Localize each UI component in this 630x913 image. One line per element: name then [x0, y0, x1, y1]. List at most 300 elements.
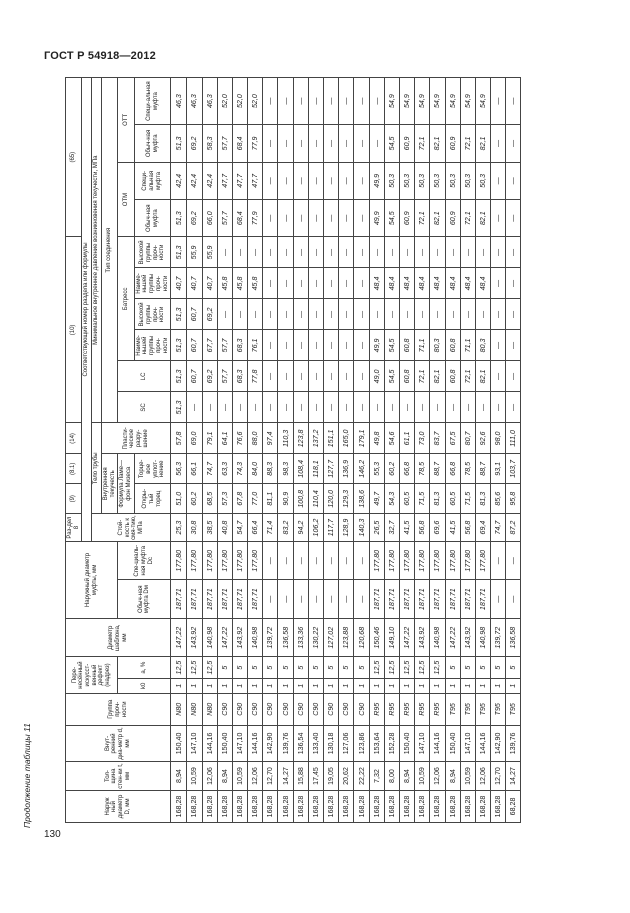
table-row: [491, 78, 506, 823]
table-cell: 80,3: [430, 330, 445, 361]
table-cell: 5: [217, 657, 232, 678]
table-cell: —: [187, 392, 202, 423]
col-connection-type: Тип соединения: [101, 78, 117, 423]
col-otm-normal: Обыч-ная муфта: [134, 200, 171, 237]
table-cell: 68,3: [232, 330, 247, 361]
table-cell: —: [278, 580, 293, 618]
table-cell: —: [399, 237, 414, 268]
table-cell: 187,71: [171, 580, 187, 618]
table-cell: 147,22: [217, 618, 232, 656]
table-cell: 1: [217, 678, 232, 693]
table-cell: 45,8: [232, 268, 247, 299]
table-cell: 49,0: [369, 361, 384, 392]
table-cell: 84,0: [248, 454, 263, 484]
table-cell: 177,80: [445, 541, 460, 579]
table-cell: —: [232, 392, 247, 423]
table-cell: 95,8: [506, 484, 521, 514]
table-cell: 87,2: [506, 514, 521, 542]
table-cell: 66,1: [187, 454, 202, 484]
col-k: k0: [118, 678, 171, 693]
table-cell: —: [460, 392, 475, 423]
table-cell: —: [324, 361, 339, 392]
table-cell: 123,8: [293, 423, 308, 454]
table-cell: 60,9: [399, 200, 414, 237]
table-cell: —: [324, 200, 339, 237]
col-otm: ОТМ: [118, 162, 134, 237]
col-sc: SC: [118, 392, 171, 423]
table-cell: 1: [339, 678, 354, 693]
table-cell: 168,28: [415, 790, 430, 822]
table-cell: 71,4: [263, 514, 278, 542]
table-cell: —: [293, 268, 308, 299]
table-cell: 120,68: [354, 618, 369, 656]
table-cell: 144,16: [430, 725, 445, 761]
table-cell: —: [324, 580, 339, 618]
table-cell: —: [506, 299, 521, 330]
table-cell: 60,8: [399, 330, 414, 361]
table-cell: —: [506, 392, 521, 423]
table-cell: 72,1: [415, 361, 430, 392]
table-cell: 151,1: [324, 423, 339, 454]
table-cell: 144,16: [202, 725, 217, 761]
table-cell: N80: [187, 693, 202, 725]
table-cell: 85,6: [491, 484, 506, 514]
table-cell: 142,90: [263, 725, 278, 761]
table-cell: 81,1: [263, 484, 278, 514]
col-a: a, %: [118, 657, 171, 678]
table-cell: —: [475, 299, 490, 330]
table-cell: —: [308, 78, 323, 125]
table-cell: C90: [278, 693, 293, 725]
col-buttress: Батресс: [118, 237, 134, 361]
table-cell: 5: [354, 657, 369, 678]
table-cell: —: [324, 330, 339, 361]
table-cell: 50,3: [460, 162, 475, 199]
table-cell: 1: [506, 678, 521, 693]
table-cell: 150,40: [171, 725, 187, 761]
table-cell: 56,8: [460, 514, 475, 542]
col-drift-diameter: Диаметр шаблона, мм: [66, 618, 171, 656]
table-cell: —: [263, 237, 278, 268]
table-cell: 41,5: [445, 514, 460, 542]
table-cell: 54,9: [384, 78, 399, 125]
table-cell: 83,2: [278, 514, 293, 542]
table-cell: 140,98: [202, 618, 217, 656]
table-cell: 139,76: [506, 725, 521, 761]
table-cell: 46,3: [202, 78, 217, 125]
table-cell: 67,7: [202, 330, 217, 361]
table-cell: —: [339, 299, 354, 330]
col-special-coupling: Спе-циаль-ная муфта Dс: [118, 541, 171, 579]
table-cell: 12,5: [384, 657, 399, 678]
table-cell: —: [293, 330, 308, 361]
table-cell: 46,3: [171, 78, 187, 125]
table-cell: 165,0: [339, 423, 354, 454]
table-cell: —: [491, 78, 506, 125]
table-cell: —: [506, 200, 521, 237]
table-cell: 168,28: [293, 790, 308, 822]
table-cell: 1: [187, 678, 202, 693]
table-cell: —: [263, 580, 278, 618]
table-cell: 12,70: [491, 762, 506, 791]
rotated-table-container: [65, 77, 597, 823]
table-cell: 177,80: [475, 541, 490, 579]
table-cell: 51,3: [171, 392, 187, 423]
page-header: ГОСТ Р 54918—2012: [44, 50, 156, 62]
table-cell: —: [339, 330, 354, 361]
table-cell: —: [278, 125, 293, 162]
table-cell: 177,80: [430, 541, 445, 579]
table-cell: 168,28: [171, 790, 187, 822]
table-cell: 54,9: [399, 78, 414, 125]
col-ott-normal: Обыч-ная муфта: [134, 125, 171, 162]
table-cell: —: [369, 125, 384, 162]
col-wall-thickness: Тол-щина стен-ки t, мм: [66, 762, 171, 791]
table-cell: 10,59: [460, 762, 475, 791]
table-cell: 8,94: [399, 762, 414, 791]
table-cell: 72,1: [460, 361, 475, 392]
table-row: [217, 78, 232, 823]
table-cell: 1: [399, 678, 414, 693]
table-cell: 57,8: [171, 423, 187, 454]
table-cell: 48,4: [384, 268, 399, 299]
table-cell: 136,9: [339, 454, 354, 484]
table-cell: 82,1: [475, 125, 490, 162]
table-cell: —: [308, 299, 323, 330]
table-cell: 51,3: [171, 237, 187, 268]
table-cell: —: [263, 268, 278, 299]
table-cell: 8,94: [445, 762, 460, 791]
table-cell: 1: [202, 678, 217, 693]
table-cell: 72,1: [460, 125, 475, 162]
table-cell: —: [324, 299, 339, 330]
table-cell: —: [491, 162, 506, 199]
table-cell: C90: [217, 693, 232, 725]
table-cell: 47,7: [248, 162, 263, 199]
col-coupling-od: Наружный диаметр муфты, мм: [66, 541, 118, 618]
table-cell: 51,3: [171, 125, 187, 162]
table-cell: 54,9: [460, 78, 475, 125]
table-cell: —: [506, 268, 521, 299]
table-cell: 1: [369, 678, 384, 693]
table-cell: 54,5: [384, 330, 399, 361]
table-cell: 82,1: [475, 361, 490, 392]
table-cell: —: [384, 299, 399, 330]
table-cell: —: [263, 125, 278, 162]
col-open-end: Откры-тый торец: [134, 484, 171, 514]
table-cell: 51,3: [171, 299, 187, 330]
table-cell: 56,3: [171, 454, 187, 484]
table-cell: 68,28: [506, 790, 521, 822]
table-cell: —: [339, 580, 354, 618]
table-cell: 54,3: [384, 484, 399, 514]
table-cell: —: [308, 125, 323, 162]
table-cell: 60,8: [445, 361, 460, 392]
table-cell: 56,8: [415, 514, 430, 542]
table-cell: 177,80: [232, 541, 247, 579]
table-cell: 127,02: [324, 618, 339, 656]
table-cell: R95: [384, 693, 399, 725]
table-cell: —: [308, 330, 323, 361]
table-cell: 5: [339, 657, 354, 678]
table-cell: —: [308, 392, 323, 423]
table-cell: 51,0: [171, 484, 187, 514]
table-cell: 137,2: [308, 423, 323, 454]
table-cell: 71,1: [415, 330, 430, 361]
table-cell: 140,98: [430, 618, 445, 656]
table-cell: 79,1: [202, 423, 217, 454]
table-cell: 108,4: [293, 454, 308, 484]
ref-9: (9): [66, 484, 82, 514]
table-cell: —: [324, 392, 339, 423]
table-cell: 187,71: [369, 580, 384, 618]
col-strength-group: Группа проч-ности: [66, 693, 171, 725]
table-cell: 50,3: [384, 162, 399, 199]
table-cell: 5: [491, 657, 506, 678]
table-cell: 40,7: [202, 268, 217, 299]
table-row: [171, 78, 187, 823]
table-cell: —: [506, 237, 521, 268]
table-cell: 1: [445, 678, 460, 693]
table-cell: C90: [263, 693, 278, 725]
table-cell: 17,45: [308, 762, 323, 791]
col-min-pressure: Минимальное внутреннее давление возникновения текучести, МПа: [92, 78, 102, 423]
table-cell: 51,3: [171, 330, 187, 361]
table-cell: —: [491, 392, 506, 423]
table-cell: T95: [460, 693, 475, 725]
table-cell: 140,98: [248, 618, 263, 656]
table-cell: 146,2: [354, 454, 369, 484]
table-cell: 177,80: [399, 541, 414, 579]
table-cell: 74,3: [232, 454, 247, 484]
table-cell: 54,9: [475, 78, 490, 125]
table-cell: —: [399, 392, 414, 423]
table-cell: —: [354, 580, 369, 618]
table-cell: —: [354, 268, 369, 299]
table-cell: —: [354, 162, 369, 199]
table-cell: —: [308, 162, 323, 199]
table-cell: 106,2: [308, 514, 323, 542]
col-defect: Пере-несённый искусст-венный дефект (надрез): [66, 657, 118, 693]
table-cell: —: [399, 299, 414, 330]
table-cell: 54,7: [232, 514, 247, 542]
page-number: 130: [44, 829, 61, 840]
table-cell: 127,7: [324, 454, 339, 484]
table-cell: 5: [324, 657, 339, 678]
table-cell: 66,8: [399, 454, 414, 484]
table-cell: 1: [475, 678, 490, 693]
table-cell: —: [506, 361, 521, 392]
table-cell: —: [369, 237, 384, 268]
table-cell: 177,80: [187, 541, 202, 579]
table-cell: —: [263, 361, 278, 392]
col-btc-normal-high: Высокой группы проч-ности: [134, 299, 171, 330]
table-cell: 149,10: [384, 618, 399, 656]
table-cell: —: [491, 200, 506, 237]
table-cell: 143,92: [415, 618, 430, 656]
table-cell: 25,3: [171, 514, 187, 542]
table-cell: —: [339, 237, 354, 268]
table-cell: 60,8: [399, 361, 414, 392]
table-cell: —: [324, 78, 339, 125]
table-cell: 20,62: [339, 762, 354, 791]
table-cell: 168,28: [232, 790, 247, 822]
table-cell: —: [293, 78, 308, 125]
table-cell: 110,4: [308, 484, 323, 514]
table-cell: 100,8: [293, 484, 308, 514]
table-cell: 127,06: [339, 725, 354, 761]
table-cell: 103,7: [506, 454, 521, 484]
table-cell: —: [202, 392, 217, 423]
table-cell: 140,98: [475, 618, 490, 656]
table-cell: —: [354, 125, 369, 162]
table-cell: 32,7: [384, 514, 399, 542]
table-cell: 38,5: [202, 514, 217, 542]
table-cell: 147,10: [232, 725, 247, 761]
table-cell: 12,06: [248, 762, 263, 791]
col-closed-end: Торце-вое уплот-нение: [134, 454, 171, 484]
table-cell: 120,0: [324, 484, 339, 514]
table-row: [399, 78, 414, 823]
table-cell: —: [263, 200, 278, 237]
table-cell: —: [263, 392, 278, 423]
table-cell: —: [491, 237, 506, 268]
table-cell: 71,5: [460, 484, 475, 514]
table-cell: —: [232, 237, 247, 268]
table-row: [232, 78, 247, 823]
table-cell: 71,1: [460, 330, 475, 361]
table-cell: 54,5: [384, 361, 399, 392]
table-cell: 5: [506, 657, 521, 678]
col-inner-yield: Внутренняя текучесть: [101, 454, 117, 514]
table-cell: 5: [263, 657, 278, 678]
col-btc-special-high: Высокой группы проч-ности: [134, 237, 171, 268]
table-cell: 82,1: [430, 125, 445, 162]
table-cell: 177,80: [415, 541, 430, 579]
table-cell: 187,71: [384, 580, 399, 618]
table-cell: 168,28: [491, 790, 506, 822]
table-cell: T95: [475, 693, 490, 725]
table-cell: N80: [171, 693, 187, 725]
table-cell: 52,0: [232, 78, 247, 125]
table-cell: —: [263, 78, 278, 125]
table-cell: 168,28: [339, 790, 354, 822]
table-cell: 76,1: [248, 330, 263, 361]
table-cell: —: [415, 392, 430, 423]
table-cell: 60,8: [445, 330, 460, 361]
table-cell: 48,4: [460, 268, 475, 299]
table-cell: 69,0: [187, 423, 202, 454]
table-cell: —: [293, 541, 308, 579]
table-cell: R95: [399, 693, 414, 725]
table-cell: —: [278, 541, 293, 579]
table-cell: 168,28: [475, 790, 490, 822]
table-cell: 41,5: [399, 514, 414, 542]
table-cell: 49,9: [369, 330, 384, 361]
table-cell: 80,7: [460, 423, 475, 454]
table-cell: 40,7: [171, 268, 187, 299]
table-cell: 187,71: [399, 580, 414, 618]
table-cell: 8,94: [171, 762, 187, 791]
table-cell: 82,1: [430, 361, 445, 392]
table-cell: 82,1: [430, 200, 445, 237]
table-row: [324, 78, 339, 823]
table-cell: 177,80: [369, 541, 384, 579]
table-cell: 66,4: [248, 514, 263, 542]
table-cell: 12,5: [369, 657, 384, 678]
table-cell: 74,7: [202, 454, 217, 484]
table-cell: —: [278, 78, 293, 125]
table-cell: 48,4: [369, 268, 384, 299]
col-outer-diameter: Наруж ный диаметр D, мм: [66, 790, 171, 822]
table-cell: —: [491, 125, 506, 162]
table-cell: 42,4: [187, 162, 202, 199]
table-cell: 68,4: [232, 200, 247, 237]
table-row: [460, 78, 475, 823]
table-cell: —: [475, 392, 490, 423]
table-cell: C90: [308, 693, 323, 725]
table-row: [369, 78, 384, 823]
table-cell: 66,0: [202, 200, 217, 237]
table-row: [445, 78, 460, 823]
table-cell: —: [308, 237, 323, 268]
table-cell: 133,36: [293, 618, 308, 656]
table-cell: 15,88: [293, 762, 308, 791]
table-cell: 168,28: [308, 790, 323, 822]
table-cell: 42,4: [202, 162, 217, 199]
table-cell: —: [369, 299, 384, 330]
table-cell: 88,7: [430, 454, 445, 484]
table-cell: —: [506, 125, 521, 162]
table-cell: 42,4: [171, 162, 187, 199]
table-cell: 60,5: [399, 484, 414, 514]
table-cell: —: [293, 237, 308, 268]
table-cell: 142,90: [491, 725, 506, 761]
table-cell: 49,9: [369, 162, 384, 199]
col-ott-special: Специ-альная муфта: [134, 78, 171, 125]
table-cell: 22,22: [354, 762, 369, 791]
table-cell: 1: [308, 678, 323, 693]
table-cell: 77,9: [248, 125, 263, 162]
table-cell: 147,10: [460, 725, 475, 761]
table-cell: 147,22: [445, 618, 460, 656]
table-cell: —: [324, 268, 339, 299]
table-cell: 187,71: [460, 580, 475, 618]
table-cell: 143,92: [460, 618, 475, 656]
table-cell: 48,4: [475, 268, 490, 299]
table-cell: —: [415, 237, 430, 268]
table-cell: 150,40: [399, 725, 414, 761]
table-cell: —: [445, 299, 460, 330]
table-cell: —: [339, 541, 354, 579]
table-cell: 82,1: [475, 200, 490, 237]
table-cell: —: [415, 299, 430, 330]
table-cell: —: [354, 237, 369, 268]
table-cell: C90: [232, 693, 247, 725]
table-cell: —: [339, 268, 354, 299]
table-cell: —: [248, 392, 263, 423]
table-cell: 168,28: [217, 790, 232, 822]
table-cell: 90,9: [278, 484, 293, 514]
table-cell: 12,06: [475, 762, 490, 791]
table-cell: 187,71: [445, 580, 460, 618]
table-cell: 144,16: [248, 725, 263, 761]
table-cell: C90: [248, 693, 263, 725]
ref-section-8: Раз-дел 8: [66, 514, 82, 542]
col-plastic-failure: Пласти-ческое разру-шение: [101, 423, 170, 454]
table-cell: 5: [445, 657, 460, 678]
table-cell: 69,2: [187, 200, 202, 237]
